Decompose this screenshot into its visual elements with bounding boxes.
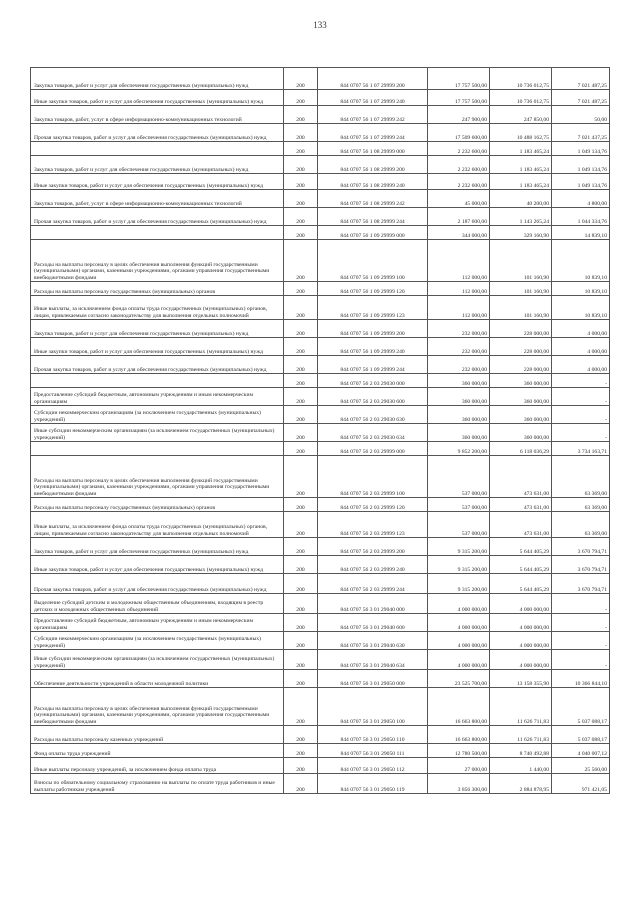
row-budget-classification: 844 0707 56 3 01 29050 110 — [318, 726, 428, 744]
row-executed-amount: 4 000 000,00 — [490, 594, 552, 614]
row-approved-amount: 45 000,00 — [428, 190, 490, 208]
row-executed-amount: 228 000,00 — [490, 356, 552, 374]
table-row — [31, 226, 610, 240]
row-name: Расходы на выплаты персоналу в целях обеспечения выполнения функций государственными (муниципальными) органами, казенными учреждениями, органами управления государственными внебюджетными фондами — [31, 456, 284, 498]
row-budget-classification: 844 0707 56 2 03 29999 120 — [318, 498, 428, 512]
row-approved-amount: 9 315 200,00 — [428, 556, 490, 574]
row-line-code: 200 — [284, 388, 318, 406]
row-remaining-amount: 7 021 437,25 — [552, 124, 610, 142]
row-line-code: 200 — [284, 614, 318, 632]
row-budget-classification: 844 0707 56 1 09 29999 120 — [318, 282, 428, 296]
row-line-code: 200 — [284, 574, 318, 594]
row-budget-classification: 844 0707 56 3 01 29050 100 — [318, 688, 428, 726]
row-name: Закупка товаров, работ и услуг для обеспечения государственных (муниципальных) нужд — [31, 156, 284, 174]
row-name: Закупка товаров, работ и услуг для обеспечения государственных (муниципальных) нужд — [31, 538, 284, 556]
row-remaining-amount: - — [552, 632, 610, 650]
row-executed-amount: 101 160,90 — [490, 282, 552, 296]
row-remaining-amount: 1 049 134,76 — [552, 142, 610, 156]
row-approved-amount: 537 000,00 — [428, 498, 490, 512]
row-budget-classification: 844 0707 56 1 09 29999 240 — [318, 338, 428, 356]
row-line-code: 200 — [284, 594, 318, 614]
row-approved-amount: 360 000,00 — [428, 388, 490, 406]
table-row — [31, 512, 610, 538]
row-name: Прочая закупка товаров, работ и услуг для обеспечения государственных (муниципальных) нужд — [31, 124, 284, 142]
table-row — [31, 670, 610, 688]
row-budget-classification: 844 0707 56 1 07 29999 200 — [318, 68, 428, 90]
row-budget-classification: 844 0707 56 1 09 29999 000 — [318, 226, 428, 240]
row-name: Закупка товаров, работ, услуг в сфере информационно-коммуникационных технологий — [31, 106, 284, 124]
row-remaining-amount: 4 000,00 — [552, 338, 610, 356]
row-name: Субсидии некоммерческим организациям (за исключением государственных (муниципальных) учреждений) — [31, 406, 284, 424]
row-approved-amount: 2 187 600,00 — [428, 208, 490, 226]
table-row — [31, 106, 610, 124]
row-approved-amount: 23 525 700,00 — [428, 670, 490, 688]
row-budget-classification: 844 0707 56 2 03 29030 634 — [318, 424, 428, 442]
table-row — [31, 240, 610, 282]
row-budget-classification: 844 0707 56 1 09 29999 244 — [318, 356, 428, 374]
row-remaining-amount: 7 021 487,25 — [552, 90, 610, 106]
row-approved-amount: 16 663 800,00 — [428, 726, 490, 744]
row-budget-classification: 844 0707 56 1 08 29999 240 — [318, 174, 428, 190]
row-name: Расходы на выплаты персоналу в целях обеспечения выполнения функций государственными (муниципальными) органами, казенными учреждениями, органами управления государственными внебюджетными фондами — [31, 240, 284, 282]
row-line-code: 200 — [284, 338, 318, 356]
row-approved-amount: 112 000,00 — [428, 240, 490, 282]
row-name: Иные субсидии некоммерческим организациям (за исключением государственных (муниципальных) учреждений) — [31, 424, 284, 442]
row-budget-classification: 844 0707 56 3 01 29050 111 — [318, 744, 428, 758]
row-line-code: 200 — [284, 774, 318, 794]
row-remaining-amount: 10 839,10 — [552, 282, 610, 296]
row-executed-amount: 8 740 492,88 — [490, 744, 552, 758]
row-line-code: 200 — [284, 190, 318, 208]
row-executed-amount: 247 850,00 — [490, 106, 552, 124]
table-row — [31, 556, 610, 574]
row-remaining-amount: 3 670 794,71 — [552, 556, 610, 574]
row-approved-amount: 112 000,00 — [428, 296, 490, 320]
row-line-code: 200 — [284, 296, 318, 320]
row-name: Прочая закупка товаров, работ и услуг для обеспечения государственных (муниципальных) нужд — [31, 356, 284, 374]
row-budget-classification: 844 0707 56 3 01 29050 112 — [318, 758, 428, 774]
row-approved-amount: 3 856 300,00 — [428, 774, 490, 794]
row-executed-amount: 40 200,00 — [490, 190, 552, 208]
row-line-code: 200 — [284, 538, 318, 556]
row-line-code: 200 — [284, 208, 318, 226]
row-remaining-amount: - — [552, 594, 610, 614]
table-row — [31, 538, 610, 556]
table-row — [31, 726, 610, 744]
row-name: Прочая закупка товаров, работ и услуг для обеспечения государственных (муниципальных) нужд — [31, 208, 284, 226]
row-name: Предоставление субсидий бюджетным, автономным учреждениям и иным некоммерческим организациям — [31, 388, 284, 406]
row-line-code: 200 — [284, 90, 318, 106]
row-name: Иные выплаты, за исключением фонда оплаты труда государственных (муниципальных) органов, лицам, привлекаемым согласно законодательству для выполнения отдельных полномочий — [31, 512, 284, 538]
row-name: Закупка товаров, работ, услуг в сфере информационно-коммуникационных технологий — [31, 190, 284, 208]
row-line-code: 200 — [284, 650, 318, 670]
row-budget-classification: 844 0707 56 3 01 29040 630 — [318, 632, 428, 650]
row-name: Расходы на выплаты персоналу государственных (муниципальных) органов — [31, 498, 284, 512]
row-remaining-amount: 971 421,05 — [552, 774, 610, 794]
row-executed-amount: 10 736 012,75 — [490, 90, 552, 106]
row-approved-amount: 537 000,00 — [428, 512, 490, 538]
row-executed-amount: 360 000,00 — [490, 374, 552, 388]
row-executed-amount: 360 000,00 — [490, 424, 552, 442]
row-executed-amount: 101 160,90 — [490, 296, 552, 320]
row-budget-classification: 844 0707 56 2 03 29999 200 — [318, 538, 428, 556]
row-approved-amount: 4 000 000,00 — [428, 614, 490, 632]
row-remaining-amount: - — [552, 388, 610, 406]
row-name: Взносы по обязательному социальному страхованию на выплаты по оплате труда работников и иные выплаты работникам учреждений — [31, 774, 284, 794]
row-name: Субсидии некоммерческим организациям (за исключением государственных (муниципальных) учреждений) — [31, 632, 284, 650]
row-budget-classification: 844 0707 56 1 08 29999 200 — [318, 156, 428, 174]
row-approved-amount: 232 000,00 — [428, 338, 490, 356]
row-remaining-amount: 3 670 794,71 — [552, 574, 610, 594]
row-line-code: 200 — [284, 726, 318, 744]
row-budget-classification: 844 0707 56 2 03 29999 240 — [318, 556, 428, 574]
table-row — [31, 282, 610, 296]
row-remaining-amount: 5 037 088,17 — [552, 726, 610, 744]
row-budget-classification: 844 0707 56 1 07 29999 244 — [318, 124, 428, 142]
row-budget-classification: 844 0707 56 1 07 29999 242 — [318, 106, 428, 124]
row-name — [31, 226, 284, 240]
row-name: Обеспечение деятельности учреждений в области молодежной политики — [31, 670, 284, 688]
row-remaining-amount: 63 369,00 — [552, 512, 610, 538]
row-name: Иные выплаты, за исключением фонда оплаты труда государственных (муниципальных) органов, лицам, привлекаемым согласно законодательству для выполнения отдельных полномочий — [31, 296, 284, 320]
row-executed-amount: 2 884 878,95 — [490, 774, 552, 794]
row-approved-amount: 232 000,00 — [428, 320, 490, 338]
row-line-code: 200 — [284, 240, 318, 282]
row-name: Иные выплаты персоналу учреждений, за исключением фонда оплаты труда — [31, 758, 284, 774]
row-executed-amount: 473 631,00 — [490, 512, 552, 538]
row-approved-amount: 4 000 000,00 — [428, 594, 490, 614]
row-approved-amount: 12 780 500,00 — [428, 744, 490, 758]
row-remaining-amount: 1 049 134,76 — [552, 174, 610, 190]
row-executed-amount: 11 626 711,83 — [490, 688, 552, 726]
row-executed-amount: 329 160,90 — [490, 226, 552, 240]
row-remaining-amount: 63 369,00 — [552, 456, 610, 498]
row-line-code: 200 — [284, 744, 318, 758]
row-remaining-amount: 63 369,00 — [552, 498, 610, 512]
row-name: Фонд оплаты труда учреждений — [31, 744, 284, 758]
row-budget-classification: 844 0707 56 1 07 29999 240 — [318, 90, 428, 106]
table-row — [31, 142, 610, 156]
table-row — [31, 156, 610, 174]
row-line-code: 200 — [284, 512, 318, 538]
row-name — [31, 142, 284, 156]
row-name: Расходы на выплаты персоналу государственных (муниципальных) органов — [31, 282, 284, 296]
row-approved-amount: 4 000 000,00 — [428, 650, 490, 670]
row-line-code: 200 — [284, 498, 318, 512]
row-budget-classification: 844 0707 56 1 09 29999 100 — [318, 240, 428, 282]
row-name: Иные субсидии некоммерческим организациям (за исключением государственных (муниципальных) учреждений) — [31, 650, 284, 670]
row-remaining-amount: 10 839,10 — [552, 296, 610, 320]
table-row — [31, 374, 610, 388]
table-row — [31, 406, 610, 424]
row-executed-amount: 5 644 405,29 — [490, 574, 552, 594]
row-executed-amount: 6 118 036,29 — [490, 442, 552, 456]
row-remaining-amount: 4 800,00 — [552, 190, 610, 208]
row-remaining-amount: 4 040 007,12 — [552, 744, 610, 758]
row-executed-amount: 360 000,00 — [490, 388, 552, 406]
row-remaining-amount: - — [552, 614, 610, 632]
row-name: Иные закупки товаров, работ и услуг для обеспечения государственных (муниципальных) нужд — [31, 338, 284, 356]
table-row — [31, 594, 610, 614]
row-remaining-amount: - — [552, 650, 610, 670]
row-budget-classification: 844 0707 56 2 03 29999 100 — [318, 456, 428, 498]
row-name: Выделение субсидий детским и молодежным общественным объединениям, входящим в реестр детских и молодежных общественных объединений — [31, 594, 284, 614]
row-executed-amount: 473 631,00 — [490, 456, 552, 498]
table-row — [31, 650, 610, 670]
row-approved-amount: 9 315 200,00 — [428, 538, 490, 556]
row-executed-amount: 4 000 000,00 — [490, 650, 552, 670]
row-budget-classification: 844 0707 56 2 03 29030 630 — [318, 406, 428, 424]
row-remaining-amount: 50,00 — [552, 106, 610, 124]
table-row — [31, 498, 610, 512]
row-executed-amount: 5 644 405,29 — [490, 556, 552, 574]
table-row — [31, 632, 610, 650]
row-budget-classification: 844 0707 56 1 09 29999 123 — [318, 296, 428, 320]
row-remaining-amount: 10 366 844,10 — [552, 670, 610, 688]
table-row — [31, 190, 610, 208]
table-row — [31, 68, 610, 90]
row-line-code: 200 — [284, 156, 318, 174]
row-budget-classification: 844 0707 56 3 01 29040 634 — [318, 650, 428, 670]
row-budget-classification: 844 0707 56 2 03 29030 600 — [318, 388, 428, 406]
row-name: Иные закупки товаров, работ и услуг для обеспечения государственных (муниципальных) нужд — [31, 556, 284, 574]
table-row — [31, 456, 610, 498]
table-row — [31, 320, 610, 338]
row-executed-amount: 5 644 405,29 — [490, 538, 552, 556]
table-row — [31, 574, 610, 594]
row-executed-amount: 1 143 265,24 — [490, 208, 552, 226]
table-row — [31, 388, 610, 406]
row-approved-amount: 17 757 500,00 — [428, 68, 490, 90]
row-name: Расходы на выплаты персоналу в целях обеспечения выполнения функций государственными (муниципальными) органами, казенными учреждениями, органами управления государственными внебюджетными фондами — [31, 688, 284, 726]
row-remaining-amount: 1 044 334,76 — [552, 208, 610, 226]
row-line-code: 200 — [284, 442, 318, 456]
row-executed-amount: 10 488 162,75 — [490, 124, 552, 142]
table-row — [31, 338, 610, 356]
table-row — [31, 758, 610, 774]
row-budget-classification: 844 0707 56 3 01 29040 600 — [318, 614, 428, 632]
row-budget-classification: 844 0707 56 3 01 29050 000 — [318, 670, 428, 688]
row-executed-amount: 4 000 000,00 — [490, 632, 552, 650]
row-name: Расходы на выплаты персоналу казенных учреждений — [31, 726, 284, 744]
row-approved-amount: 344 000,00 — [428, 226, 490, 240]
row-approved-amount: 247 900,00 — [428, 106, 490, 124]
table-row — [31, 296, 610, 320]
row-line-code: 200 — [284, 670, 318, 688]
row-line-code: 200 — [284, 174, 318, 190]
row-line-code: 200 — [284, 758, 318, 774]
row-executed-amount: 228 000,00 — [490, 338, 552, 356]
row-executed-amount: 10 736 012,75 — [490, 68, 552, 90]
row-name: Иные закупки товаров, работ и услуг для обеспечения государственных (муниципальных) нужд — [31, 174, 284, 190]
table-row — [31, 424, 610, 442]
row-executed-amount: 13 158 355,90 — [490, 670, 552, 688]
row-line-code: 200 — [284, 226, 318, 240]
row-budget-classification: 844 0707 56 1 08 29999 242 — [318, 190, 428, 208]
row-approved-amount: 537 000,00 — [428, 456, 490, 498]
row-executed-amount: 360 000,00 — [490, 406, 552, 424]
row-executed-amount: 228 000,00 — [490, 320, 552, 338]
row-executed-amount: 4 000 000,00 — [490, 614, 552, 632]
row-approved-amount: 112 000,00 — [428, 282, 490, 296]
row-budget-classification: 844 0707 56 2 03 29030 000 — [318, 374, 428, 388]
row-line-code: 200 — [284, 556, 318, 574]
row-remaining-amount: 25 560,00 — [552, 758, 610, 774]
row-name: Иные закупки товаров, работ и услуг для обеспечения государственных (муниципальных) нужд — [31, 90, 284, 106]
row-budget-classification: 844 0707 56 2 03 29999 123 — [318, 512, 428, 538]
row-line-code: 200 — [284, 124, 318, 142]
row-budget-classification: 844 0707 56 3 01 29040 000 — [318, 594, 428, 614]
row-remaining-amount: - — [552, 424, 610, 442]
table-row — [31, 356, 610, 374]
row-executed-amount: 1 183 465,24 — [490, 174, 552, 190]
row-line-code: 200 — [284, 356, 318, 374]
row-budget-classification: 844 0707 56 2 03 29999 000 — [318, 442, 428, 456]
row-executed-amount: 11 626 711,83 — [490, 726, 552, 744]
row-line-code: 200 — [284, 406, 318, 424]
row-approved-amount: 9 852 200,00 — [428, 442, 490, 456]
row-budget-classification: 844 0707 56 3 01 29050 119 — [318, 774, 428, 794]
table-row — [31, 688, 610, 726]
row-line-code: 200 — [284, 282, 318, 296]
row-approved-amount: 232 000,00 — [428, 356, 490, 374]
table-row — [31, 124, 610, 142]
row-name: Прочая закупка товаров, работ и услуг для обеспечения государственных (муниципальных) нужд — [31, 574, 284, 594]
row-remaining-amount: 3 670 794,71 — [552, 538, 610, 556]
table-row — [31, 174, 610, 190]
row-line-code: 200 — [284, 320, 318, 338]
row-line-code: 200 — [284, 424, 318, 442]
row-budget-classification: 844 0707 56 1 09 29999 200 — [318, 320, 428, 338]
row-name: Предоставление субсидий бюджетным, автономным учреждениям и иным некоммерческим организациям — [31, 614, 284, 632]
table-row — [31, 774, 610, 794]
table-row — [31, 442, 610, 456]
row-remaining-amount: 14 839,10 — [552, 226, 610, 240]
row-name: Закупка товаров, работ и услуг для обеспечения государственных (муниципальных) нужд — [31, 68, 284, 90]
row-approved-amount: 2 232 600,00 — [428, 156, 490, 174]
row-remaining-amount: - — [552, 374, 610, 388]
row-approved-amount: 17 509 600,00 — [428, 124, 490, 142]
row-line-code: 200 — [284, 456, 318, 498]
row-executed-amount: 473 631,00 — [490, 498, 552, 512]
page-number: 133 — [313, 20, 327, 30]
row-remaining-amount: - — [552, 406, 610, 424]
row-approved-amount: 360 000,00 — [428, 406, 490, 424]
row-line-code: 200 — [284, 374, 318, 388]
table-row — [31, 208, 610, 226]
row-budget-classification: 844 0707 56 1 08 29999 244 — [318, 208, 428, 226]
row-approved-amount: 4 000 000,00 — [428, 632, 490, 650]
row-remaining-amount: 4 000,00 — [552, 356, 610, 374]
row-line-code: 200 — [284, 632, 318, 650]
row-approved-amount: 2 232 600,00 — [428, 174, 490, 190]
row-approved-amount: 2 232 600,00 — [428, 142, 490, 156]
row-approved-amount: 16 663 800,00 — [428, 688, 490, 726]
table-row — [31, 614, 610, 632]
row-executed-amount: 101 160,90 — [490, 240, 552, 282]
row-name — [31, 442, 284, 456]
row-executed-amount: 1 183 465,24 — [490, 156, 552, 174]
table-row — [31, 90, 610, 106]
row-approved-amount: 360 000,00 — [428, 374, 490, 388]
row-budget-classification: 844 0707 56 2 03 29999 244 — [318, 574, 428, 594]
row-line-code: 200 — [284, 106, 318, 124]
row-approved-amount: 27 000,00 — [428, 758, 490, 774]
row-name — [31, 374, 284, 388]
row-remaining-amount: 5 037 088,17 — [552, 688, 610, 726]
row-approved-amount: 17 757 500,00 — [428, 90, 490, 106]
row-remaining-amount: 3 734 163,71 — [552, 442, 610, 456]
row-remaining-amount: 1 049 134,76 — [552, 156, 610, 174]
row-line-code: 200 — [284, 688, 318, 726]
row-line-code: 200 — [284, 68, 318, 90]
table-row — [31, 744, 610, 758]
row-remaining-amount: 10 839,10 — [552, 240, 610, 282]
row-remaining-amount: 7 021 487,25 — [552, 68, 610, 90]
row-name: Закупка товаров, работ и услуг для обеспечения государственных (муниципальных) нужд — [31, 320, 284, 338]
row-approved-amount: 360 000,00 — [428, 424, 490, 442]
row-line-code: 200 — [284, 142, 318, 156]
row-remaining-amount: 4 000,00 — [552, 320, 610, 338]
row-executed-amount: 1 440,00 — [490, 758, 552, 774]
row-approved-amount: 9 315 200,00 — [428, 574, 490, 594]
row-executed-amount: 1 183 465,24 — [490, 142, 552, 156]
budget-execution-table — [30, 67, 610, 794]
row-budget-classification: 844 0707 56 1 08 29999 000 — [318, 142, 428, 156]
